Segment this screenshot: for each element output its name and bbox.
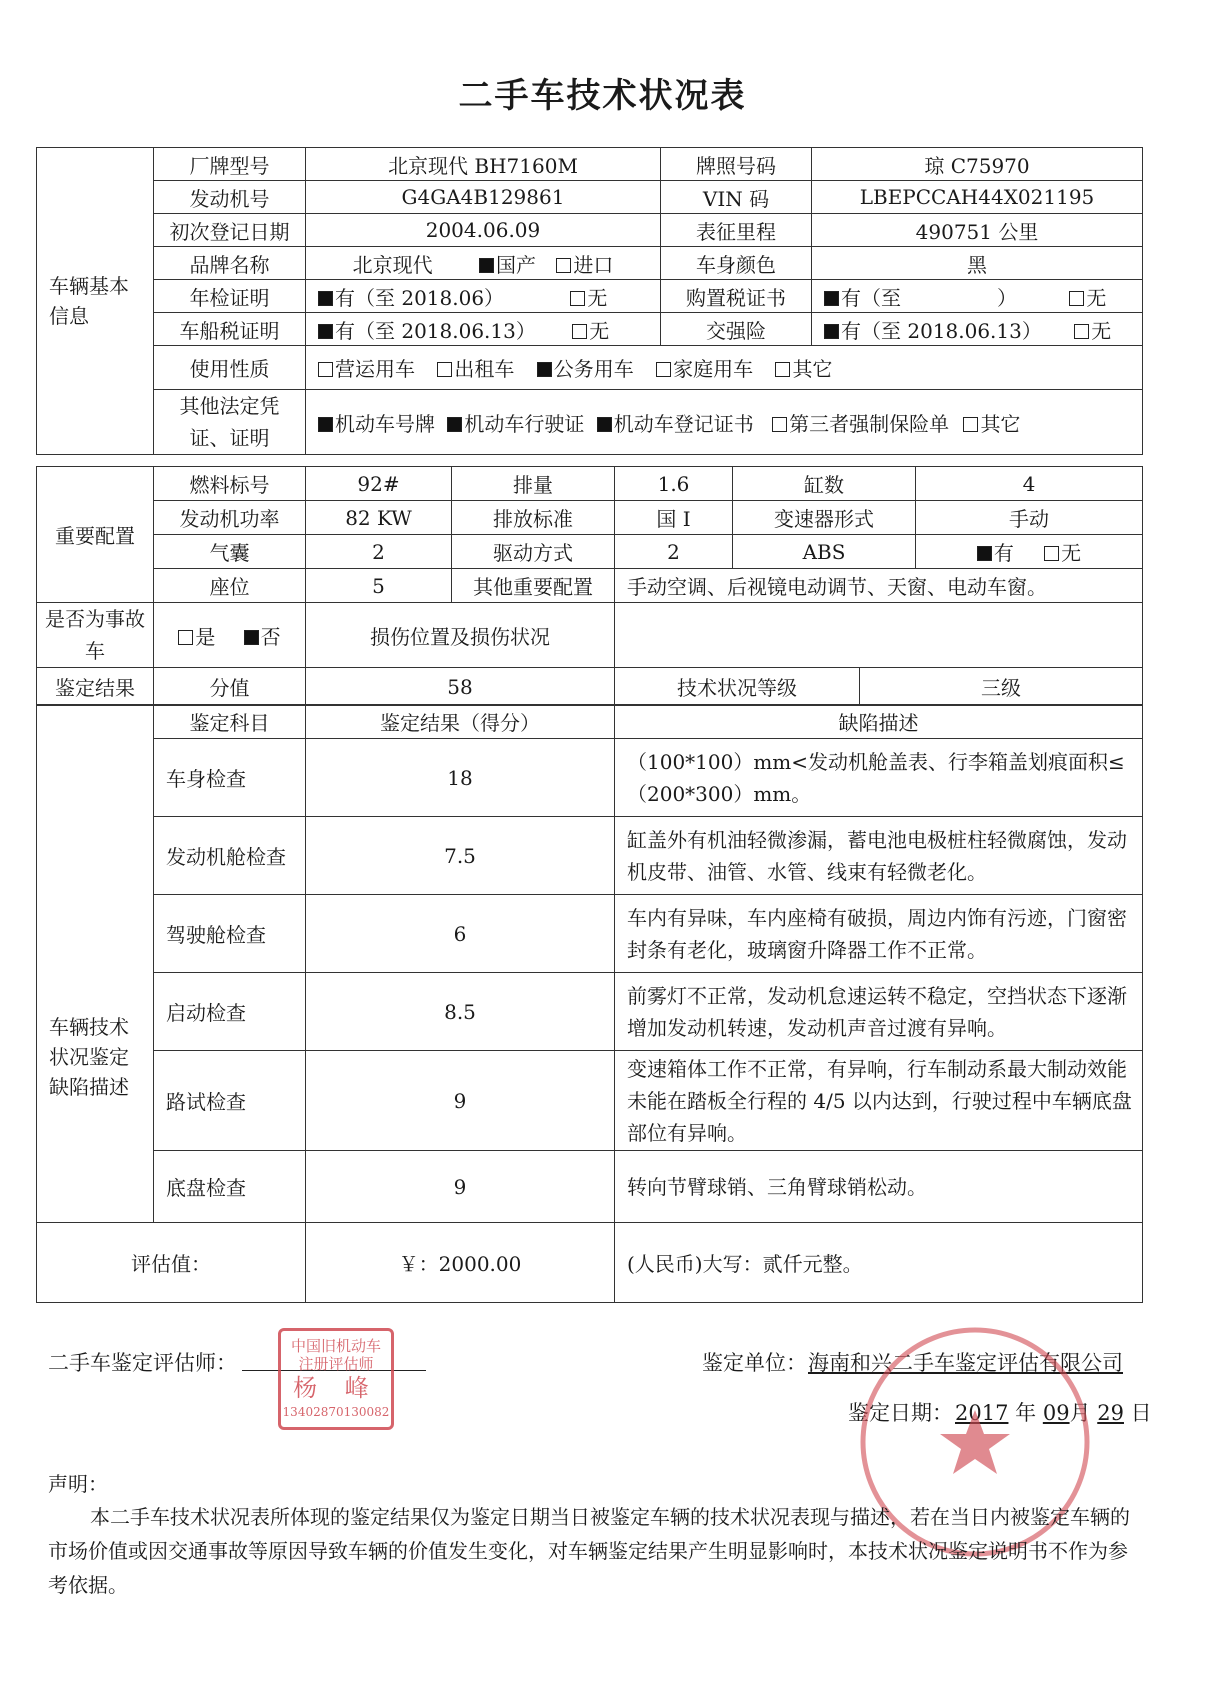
color-value: 黑 bbox=[812, 247, 1143, 280]
defect-score: 6 bbox=[306, 895, 615, 973]
emission-value: 国 I bbox=[615, 501, 733, 535]
stamp-line-2: 注册评估师 bbox=[298, 1355, 374, 1373]
vessel-tax-label: 车船税证明 bbox=[154, 313, 306, 346]
defect-desc: 缸盖外有机油轻微渗漏，蓄电池电极桩柱轻微腐蚀，发动机皮带、油管、水管、线束有轻微老化。 bbox=[615, 817, 1143, 895]
accident-result-table bbox=[36, 602, 1143, 706]
brand-model-value: 北京现代 BH7160M bbox=[306, 148, 661, 181]
doc-insurance-label: 第三者强制保险单 bbox=[789, 411, 950, 436]
defect-score: 8.5 bbox=[306, 973, 615, 1051]
usage-taxi-checkbox bbox=[437, 362, 452, 377]
doc-registration-checkbox bbox=[597, 417, 612, 432]
airbag-value: 2 bbox=[306, 535, 452, 569]
usage-official-checkbox bbox=[537, 362, 552, 377]
appraiser-stamp bbox=[278, 1328, 394, 1430]
inspection-no-label: 无 bbox=[587, 285, 608, 310]
grade-value: 三级 bbox=[860, 668, 1143, 706]
stamp-line-1: 中国旧机动车 bbox=[290, 1337, 381, 1355]
defect-desc: 转向节臂球销、三角臂球销松动。 bbox=[615, 1151, 1143, 1223]
vin-value: LBEPCCAH44X021195 bbox=[812, 181, 1143, 214]
vessel-tax-cell bbox=[306, 313, 661, 346]
accident-no-checkbox bbox=[244, 630, 259, 645]
doc-plate-label: 机动车号牌 bbox=[335, 411, 435, 436]
other-docs-cell bbox=[306, 390, 1143, 455]
abs-yes-label: 有 bbox=[993, 541, 1014, 565]
defects-table bbox=[36, 704, 1143, 1303]
date-day-unit: 日 bbox=[1130, 1401, 1152, 1425]
plate-label: 牌照号码 bbox=[661, 148, 812, 181]
col-item-header: 鉴定科目 bbox=[154, 705, 306, 739]
seal-star-icon bbox=[940, 1410, 1010, 1474]
usage-operating-checkbox bbox=[318, 362, 333, 377]
col-result-header: 鉴定结果（得分） bbox=[306, 705, 615, 739]
gearbox-label: 变速器形式 bbox=[733, 501, 916, 535]
inspection-cell bbox=[306, 280, 661, 313]
defect-desc: （100*100）mm<发动机舱盖表、行李箱盖划痕面积≤（200*300）mm。 bbox=[615, 739, 1143, 817]
config-section-label: 重要配置 bbox=[37, 467, 154, 603]
defect-score: 9 bbox=[306, 1051, 615, 1151]
vessel-tax-no-checkbox bbox=[572, 324, 587, 339]
config-table bbox=[36, 466, 1143, 603]
insurance-yes-label: 有（至 2018.06.13） bbox=[841, 318, 1042, 343]
usage-family-checkbox bbox=[656, 362, 671, 377]
purchase-tax-close: ） bbox=[997, 285, 1017, 310]
insurance-label: 交强险 bbox=[661, 313, 812, 346]
doc-license-checkbox bbox=[447, 417, 462, 432]
vessel-tax-yes-label: 有（至 2018.06.13） bbox=[335, 318, 536, 343]
date-month: 09 bbox=[1042, 1401, 1070, 1425]
inspection-yes-label: 有（至 2018.06） bbox=[335, 285, 505, 310]
insurance-cell bbox=[812, 313, 1143, 346]
defects-section-label: 车辆技术状况鉴定缺陷描述 bbox=[37, 705, 154, 1223]
defect-item: 驾驶舱检查 bbox=[154, 895, 306, 973]
accident-no-label: 否 bbox=[260, 624, 281, 649]
abs-yes-checkbox bbox=[977, 546, 992, 561]
doc-license-label: 机动车行驶证 bbox=[464, 411, 585, 436]
brand-name-label: 品牌名称 bbox=[154, 247, 306, 280]
purchase-tax-cell bbox=[812, 280, 1143, 313]
inspection-yes-checkbox bbox=[318, 291, 333, 306]
defect-desc: 车内有异味，车内座椅有破损，周边内饰有污迹，门窗密封条有老化，玻璃窗升降器工作不正常。 bbox=[615, 895, 1143, 973]
date-day: 29 bbox=[1097, 1401, 1124, 1425]
power-value: 82 KW bbox=[306, 501, 452, 535]
score-label: 分值 bbox=[154, 668, 306, 706]
unit-label: 鉴定单位： bbox=[702, 1351, 807, 1375]
abs-label: ABS bbox=[733, 535, 916, 569]
usage-other-checkbox bbox=[775, 362, 790, 377]
usage-label: 使用性质 bbox=[154, 346, 306, 390]
vin-label: VIN 码 bbox=[661, 181, 812, 214]
grade-label: 技术状况等级 bbox=[615, 668, 860, 706]
declaration-text: 本二手车技术状况表所体现的鉴定结果仅为鉴定日期当日被鉴定车辆的技术状况表现与描述，若在当日内被鉴定车辆的市场价值或因交通事故等原因导致车辆的价值发生变化，对车辆鉴定结果产生明显影响时，本技术状况鉴定说明书不作为参考依据。 bbox=[48, 1505, 1130, 1597]
usage-official-label: 公务用车 bbox=[553, 357, 634, 381]
drive-label: 驱动方式 bbox=[452, 535, 615, 569]
seats-label: 座位 bbox=[154, 569, 306, 603]
stamp-name: 杨 峰 bbox=[293, 1374, 379, 1402]
appraiser-label: 二手车鉴定评估师： bbox=[48, 1351, 237, 1375]
domestic-checkbox bbox=[479, 258, 494, 273]
defect-desc: 变速箱体工作不正常，有异响，行车制动系最大制动效能未能在踏板全行程的 4/5 以内达到，行驶过程中车辆底盘部位有异响。 bbox=[615, 1051, 1143, 1151]
abs-no-checkbox bbox=[1044, 546, 1059, 561]
usage-cell bbox=[306, 346, 1143, 390]
date-label: 鉴定日期： bbox=[848, 1401, 953, 1425]
defect-item: 启动检查 bbox=[154, 973, 306, 1051]
basic-section-label: 车辆基本信息 bbox=[37, 148, 154, 455]
defect-score: 9 bbox=[306, 1151, 615, 1223]
cylinders-value: 4 bbox=[916, 467, 1143, 501]
inspection-no-checkbox bbox=[570, 291, 585, 306]
first-reg-label: 初次登记日期 bbox=[154, 214, 306, 247]
purchase-tax-yes-checkbox bbox=[824, 291, 839, 306]
plate-value: 琼 C75970 bbox=[812, 148, 1143, 181]
other-config-value: 手动空调、后视镜电动调节、天窗、电动车窗。 bbox=[615, 569, 1143, 603]
declaration-title: 声明： bbox=[48, 1472, 108, 1496]
emission-label: 排放标准 bbox=[452, 501, 615, 535]
domestic-label: 国产 bbox=[496, 252, 536, 277]
insurance-no-label: 无 bbox=[1091, 318, 1112, 343]
accident-yes-checkbox bbox=[178, 630, 193, 645]
gearbox-value: 手动 bbox=[916, 501, 1143, 535]
brand-name-cell bbox=[306, 247, 661, 280]
date-year: 2017 bbox=[955, 1401, 1009, 1425]
mileage-label: 表征里程 bbox=[661, 214, 812, 247]
doc-registration-label: 机动车登记证书 bbox=[613, 411, 754, 436]
valuation-label: 评估值： bbox=[37, 1223, 306, 1303]
inspection-label: 年检证明 bbox=[154, 280, 306, 313]
imported-checkbox bbox=[556, 258, 571, 273]
vessel-tax-yes-checkbox bbox=[318, 324, 333, 339]
page-title: 二手车技术状况表 bbox=[458, 76, 747, 116]
doc-other-checkbox bbox=[963, 417, 978, 432]
displacement-value: 1.6 bbox=[615, 467, 733, 501]
defect-item: 车身检查 bbox=[154, 739, 306, 817]
date-month-unit: 月 bbox=[1069, 1401, 1091, 1425]
abs-no-label: 无 bbox=[1061, 541, 1082, 565]
usage-taxi-label: 出租车 bbox=[454, 357, 515, 381]
defect-item: 底盘检查 bbox=[154, 1151, 306, 1223]
doc-other-label: 其它 bbox=[980, 411, 1021, 436]
valuation-words: (人民币)大写：贰仟元整。 bbox=[615, 1223, 1143, 1303]
engine-no-value: G4GA4B129861 bbox=[306, 181, 661, 214]
defect-score: 18 bbox=[306, 739, 615, 817]
mileage-value: 490751 公里 bbox=[812, 214, 1143, 247]
doc-insurance-checkbox bbox=[772, 417, 787, 432]
unit-value: 海南和兴二手车鉴定评估有限公司 bbox=[808, 1351, 1123, 1375]
purchase-tax-yes-label: 有（至 bbox=[841, 285, 901, 310]
defect-desc: 前雾灯不正常，发动机怠速运转不稳定，空挡状态下逐渐增加发动机转速，发动机声音过渡有异响。 bbox=[615, 973, 1143, 1051]
valuation-amount: ￥：2000.00 bbox=[306, 1223, 615, 1303]
damage-label: 损伤位置及损伤状况 bbox=[306, 603, 615, 668]
seats-value: 5 bbox=[306, 569, 452, 603]
accident-options bbox=[154, 603, 306, 668]
vessel-tax-no-label: 无 bbox=[589, 318, 610, 343]
col-desc-header: 缺陷描述 bbox=[615, 705, 1143, 739]
airbag-label: 气囊 bbox=[154, 535, 306, 569]
other-config-label: 其他重要配置 bbox=[452, 569, 615, 603]
doc-plate-checkbox bbox=[318, 417, 333, 432]
fuel-label: 燃料标号 bbox=[154, 467, 306, 501]
other-docs-label: 其他法定凭证、证明 bbox=[154, 390, 306, 455]
usage-family-label: 家庭用车 bbox=[673, 357, 754, 381]
score-value: 58 bbox=[306, 668, 615, 706]
result-label: 鉴定结果 bbox=[37, 668, 154, 706]
date-year-unit: 年 bbox=[1015, 1401, 1037, 1425]
usage-other-label: 其它 bbox=[792, 357, 833, 381]
power-label: 发动机功率 bbox=[154, 501, 306, 535]
insurance-yes-checkbox bbox=[824, 324, 839, 339]
color-label: 车身颜色 bbox=[661, 247, 812, 280]
basic-info-table bbox=[36, 147, 1143, 455]
imported-label: 进口 bbox=[573, 252, 614, 277]
brand-model-label: 厂牌型号 bbox=[154, 148, 306, 181]
defect-item: 路试检查 bbox=[154, 1051, 306, 1151]
abs-cell bbox=[916, 535, 1143, 569]
brand-name-value: 北京现代 bbox=[352, 252, 433, 277]
stamp-number: 13402870130082 bbox=[282, 1405, 390, 1419]
fuel-value: 92# bbox=[306, 467, 452, 501]
accident-yes-label: 是 bbox=[195, 624, 216, 649]
cylinders-label: 缸数 bbox=[733, 467, 916, 501]
purchase-tax-no-checkbox bbox=[1069, 291, 1084, 306]
displacement-label: 排量 bbox=[452, 467, 615, 501]
usage-operating-label: 营运用车 bbox=[335, 357, 415, 381]
damage-value bbox=[615, 603, 1143, 668]
defect-score: 7.5 bbox=[306, 817, 615, 895]
engine-no-label: 发动机号 bbox=[154, 181, 306, 214]
first-reg-value: 2004.06.09 bbox=[306, 214, 661, 247]
drive-value: 2 bbox=[615, 535, 733, 569]
purchase-tax-label: 购置税证书 bbox=[661, 280, 812, 313]
purchase-tax-no-label: 无 bbox=[1086, 285, 1107, 310]
accident-label: 是否为事故车 bbox=[37, 603, 154, 668]
defect-item: 发动机舱检查 bbox=[154, 817, 306, 895]
insurance-no-checkbox bbox=[1074, 324, 1089, 339]
